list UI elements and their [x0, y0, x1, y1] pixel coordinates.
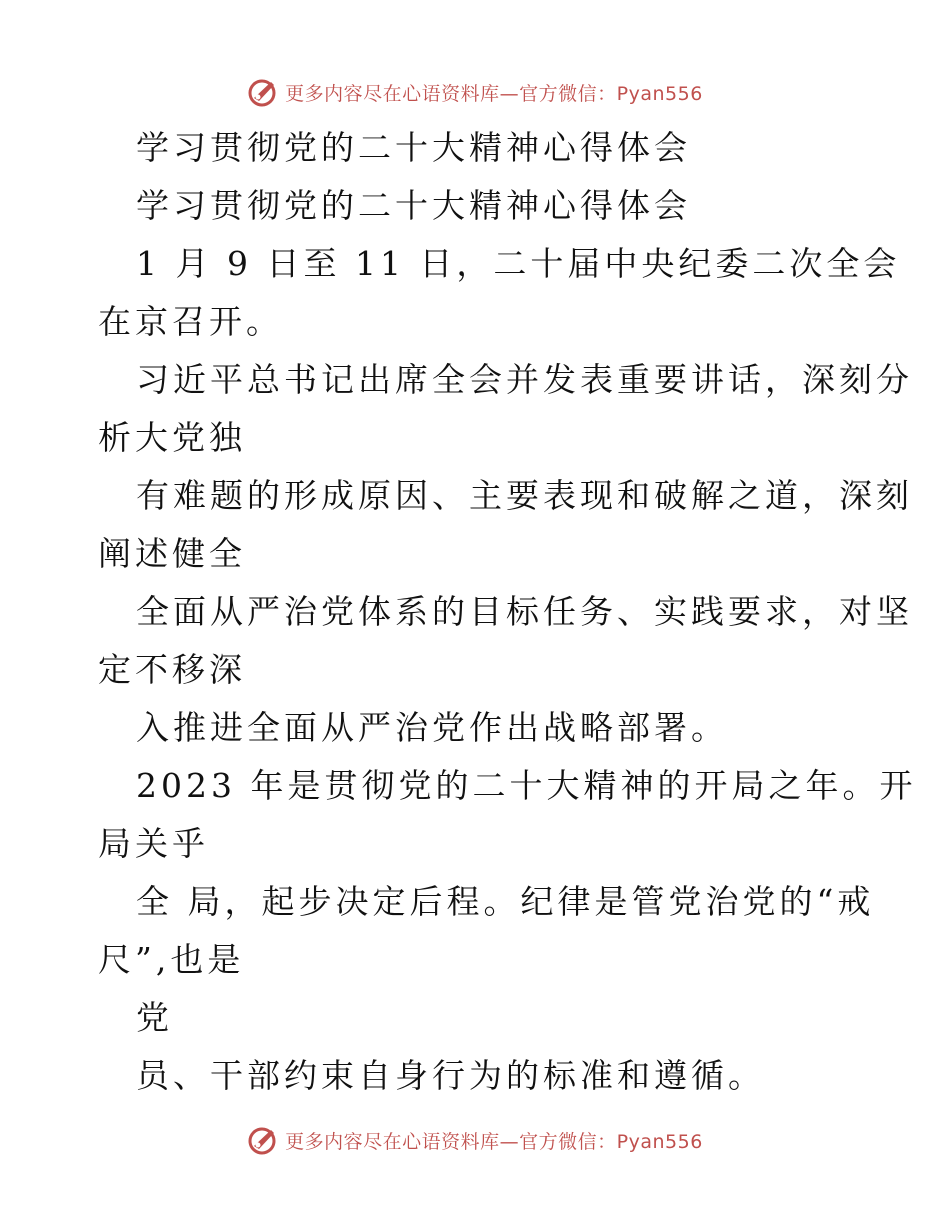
- paragraph-line: 习近平总书记出席全会并发表重要讲话，深刻分: [136, 360, 913, 399]
- paragraph-line: 全 局，起步决定后程。纪律是管党治党的“戒: [136, 882, 875, 921]
- paragraph-line: 尺”,也是: [98, 940, 245, 979]
- paragraph-line: 析大党独: [98, 418, 246, 457]
- header-banner-text: 更多内容尽在心语资料库—官方微信：Pyan556: [285, 82, 703, 105]
- quill-logo-icon: [247, 1124, 279, 1156]
- paragraph-line: 在京召开。: [98, 302, 283, 341]
- paragraph-line: 1 月 9 日至 11 日，二十届中央纪委二次全会: [136, 244, 901, 283]
- footer-banner: [0, 1120, 950, 1160]
- paragraph-line: 入推进全面从严治党作出战略部署。: [136, 708, 728, 747]
- paragraph-line: 党: [136, 998, 173, 1037]
- document-title: 学习贯彻党的二十大精神心得体会: [136, 128, 691, 167]
- quill-logo-icon: [247, 76, 279, 108]
- paragraph-line: 局关乎: [98, 824, 209, 863]
- paragraph-line: 2023 年是贯彻党的二十大精神的开局之年。开: [136, 766, 917, 805]
- paragraph-line: 有难题的形成原因、主要表现和破解之道，深刻: [136, 476, 913, 515]
- document-subtitle: 学习贯彻党的二十大精神心得体会: [136, 186, 691, 225]
- paragraph-line: 阐述健全: [98, 534, 246, 573]
- header-banner: [0, 72, 950, 112]
- paragraph-line: 员、干部约束自身行为的标准和遵循。: [136, 1056, 765, 1095]
- paragraph-line: 定不移深: [98, 650, 246, 689]
- footer-banner-text: 更多内容尽在心语资料库—官方微信：Pyan556: [285, 1130, 703, 1153]
- paragraph-line: 全面从严治党体系的目标任务、实践要求，对坚: [136, 592, 913, 631]
